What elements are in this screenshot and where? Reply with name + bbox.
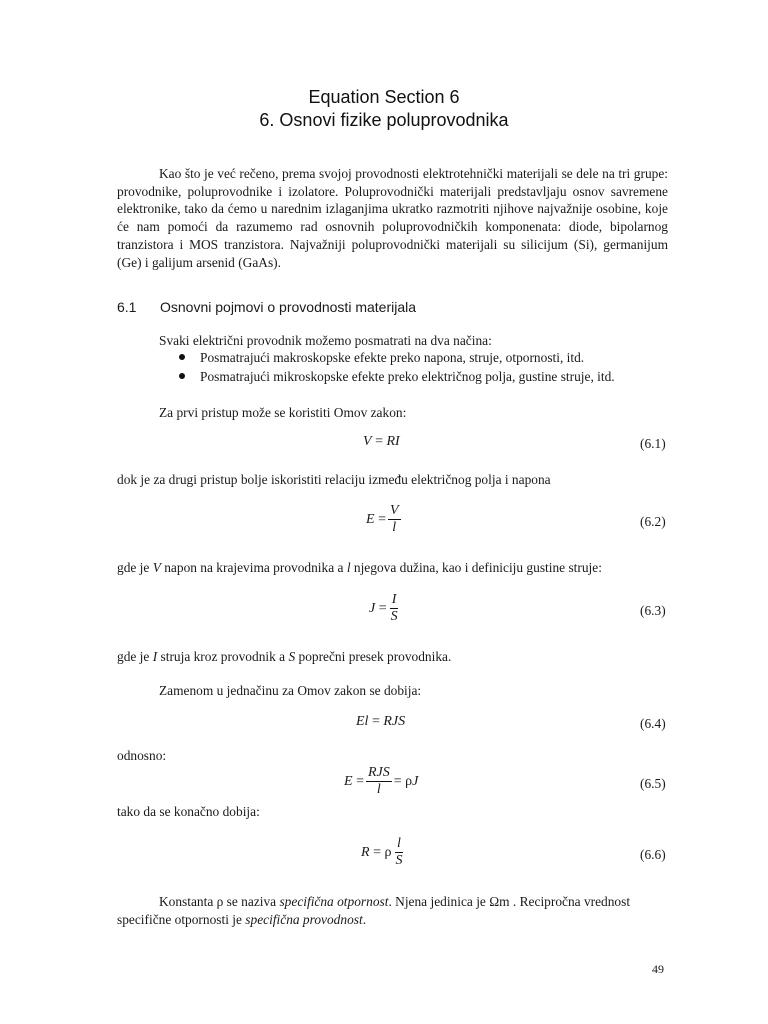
paragraph-definition-v-l: gde je V napon na krajevima provodnika a l njegova dužina, kao i definiciju gustine struje: [117,560,602,575]
eq-rhs: J [412,773,419,789]
equation-number: (6.3) [640,603,666,618]
section-number: 6.1 [117,299,137,315]
equation-6-1 [363,434,400,450]
paragraph-finally: tako da se konačno dobija: [117,804,260,819]
fraction [366,765,392,798]
fraction-denominator: l [376,782,381,797]
fraction-numerator: RJS [367,765,390,780]
equation-number: (6.2) [640,514,666,529]
list-item [178,348,615,367]
intro-paragraph: Kao što je već rečeno, prema svojoj provodnosti elektrotehnički materijali se dele na tri grupe: provodnike, poluprovodnike i izolatore. Poluprovodnički materijali predstavljaju osnov savremene elektronike, tako da ćemo u narednim izlaganjima ukratko razmotriti njihove najvažnije osobine, koje će nam pomoći da razumemo rad osnovnih poluprovodničkih komponenata: diode, bipolarnog tranzistora i MOS tranzistora. Najvažniji poluprovodnički materijali su silicijum (Si), germanijum (Ge) i galijum arsenid (GaAs). [117,166,668,270]
equation-6-5 [344,765,418,798]
eq-lhs: V [363,434,372,449]
equation-number: (6.4) [640,716,666,731]
fraction-numerator: V [389,503,399,518]
fraction-denominator: S [390,609,398,624]
equation-number: (6.5) [640,776,666,791]
bullet-text: Posmatrajući makroskopske efekte preko napona, struje, otpornosti, itd. [200,350,585,365]
section-title: Osnovni pojmovi o provodnosti materijala [160,299,417,315]
equation-6-4 [356,714,405,730]
equation-section-label: Equation Section 6 [308,87,460,107]
paragraph-odnosno: odnosno: [117,748,167,763]
page-number: 49 [652,962,664,976]
equation-6-6 [361,836,406,869]
equation-6-3 [369,592,402,625]
eq-sign: = [356,773,364,789]
paragraph-two-ways: Svaki električni provodnik možemo posmatrati na dva načina: [159,333,492,348]
eq-lhs: J [369,600,376,616]
eq-rhs: RJS [383,714,406,729]
rho-symbol: ρ [405,773,413,789]
paragraph-ohm: Za prvi pristup može se koristiti Omov zakon: [159,405,407,420]
eq-sign: = [378,511,386,527]
eq-sign: = [393,773,402,789]
equation-6-2 [366,503,403,536]
paragraph-constant-line2: specifične otpornosti je specifična provodnost. [117,912,367,927]
chapter-title [0,86,768,132]
fraction [388,503,401,536]
bullet-list [178,348,615,386]
equation-number: (6.6) [640,847,666,862]
eq-lhs: El [356,714,369,729]
paragraph-relation: dok je za drugi pristup bolje iskoristiti relaciju između električnog polja i napona [117,472,551,487]
bullet-icon [179,373,185,379]
list-item [178,367,615,386]
eq-sign: = [371,714,380,729]
eq-sign: = [378,600,387,616]
eq-lhs: E [344,773,353,789]
eq-sign: = [375,434,383,449]
fraction [389,592,400,625]
fraction-denominator: S [395,853,403,868]
paragraph-substitution: Zamenom u jednačinu za Omov zakon se dobija: [159,683,422,698]
eq-sign: = [373,844,381,860]
equation-number: (6.1) [640,436,666,451]
eq-lhs: E [366,511,375,527]
paragraph-constant-line1: Konstanta ρ se naziva specifična otpornost. Njena jedinica je Ωm . Recipročna vrednost [159,894,631,909]
paragraph-definition-i-s: gde je I struja kroz provodnik a S poprečni presek provodnika. [117,649,452,664]
bullet-text: Posmatrajući mikroskopske efekte preko električnog polja, gustine struje, itd. [200,369,615,384]
eq-rhs: RI [386,434,400,449]
eq-lhs: R [361,844,370,860]
fraction-denominator: l [392,520,397,535]
fraction-numerator: l [397,836,401,851]
chapter-heading: 6. Osnovi fizike poluprovodnika [259,110,509,130]
section-heading [117,298,416,316]
fraction-numerator: I [391,592,397,607]
rho-symbol: ρ [384,844,392,860]
fraction [393,836,404,869]
bullet-icon [179,354,185,360]
